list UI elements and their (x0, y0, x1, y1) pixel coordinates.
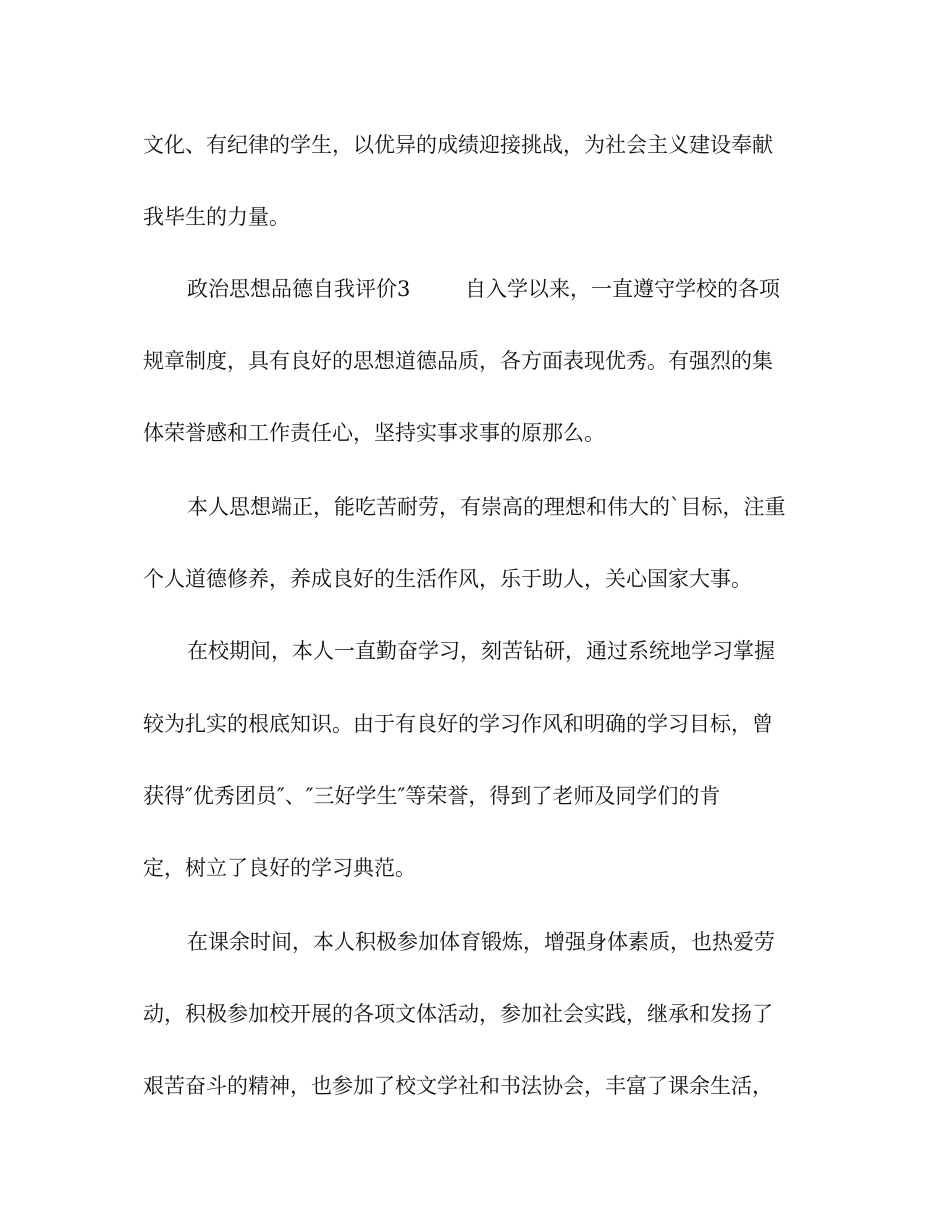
text-line (0, 490, 950, 524)
section-heading: 政治思想品德自我评价3 (187, 277, 411, 301)
section-heading-line (0, 272, 950, 306)
text-line (0, 200, 950, 234)
text-line (0, 851, 950, 885)
text-segment: 本人思想端正，能吃苦耐劳，有崇高的理想和伟大的`目标，注重 (187, 495, 786, 519)
text-line (0, 562, 950, 596)
text-line (0, 1069, 950, 1103)
text-line (0, 634, 950, 668)
text-segment: 我毕生的力量。 (143, 205, 290, 229)
text-segment: 动，积极参加校开展的各项文体活动，参加社会实践，继承和发扬了 (143, 1002, 773, 1026)
text-segment: 规章制度，具有良好的思想道德品质，各方面表现优秀。有强烈的集 (143, 349, 773, 373)
text-segment: 文化、有纪律的学生，以优异的成绩迎接挑战，为社会主义建设奉献 (143, 133, 773, 157)
text-segment: 个人道德修养，养成良好的生活作风，乐于助人，关心国家大事。 (143, 567, 752, 591)
text-segment: 定，树立了良好的学习典范。 (143, 856, 416, 880)
text-segment: 自入学以来，一直遵守学校的各项 (465, 277, 780, 301)
text-segment: 艰苦奋斗的精神，也参加了校文学社和书法协会，丰富了课余生活， (143, 1074, 773, 1098)
text-line (0, 128, 950, 162)
text-segment: 在课余时间，本人积极参加体育锻炼，增强身体素质，也热爱劳 (187, 930, 775, 954)
text-segment: 在校期间，本人一直勤奋学习，刻苦钻研，通过系统地学习掌握 (187, 639, 775, 663)
text-line (0, 344, 950, 378)
text-line (0, 707, 950, 741)
text-line (0, 925, 950, 959)
text-line (0, 779, 950, 813)
text-segment: 较为扎实的根底知识。由于有良好的学习作风和明确的学习目标，曾 (143, 712, 773, 736)
text-segment: 获得″优秀团员″、″三好学生″等荣誉，得到了老师及同学们的肯 (143, 784, 721, 808)
text-line (0, 997, 950, 1031)
text-segment: 体荣誉感和工作责任心，坚持实事求事的原那么。 (143, 421, 605, 445)
text-line (0, 416, 950, 450)
